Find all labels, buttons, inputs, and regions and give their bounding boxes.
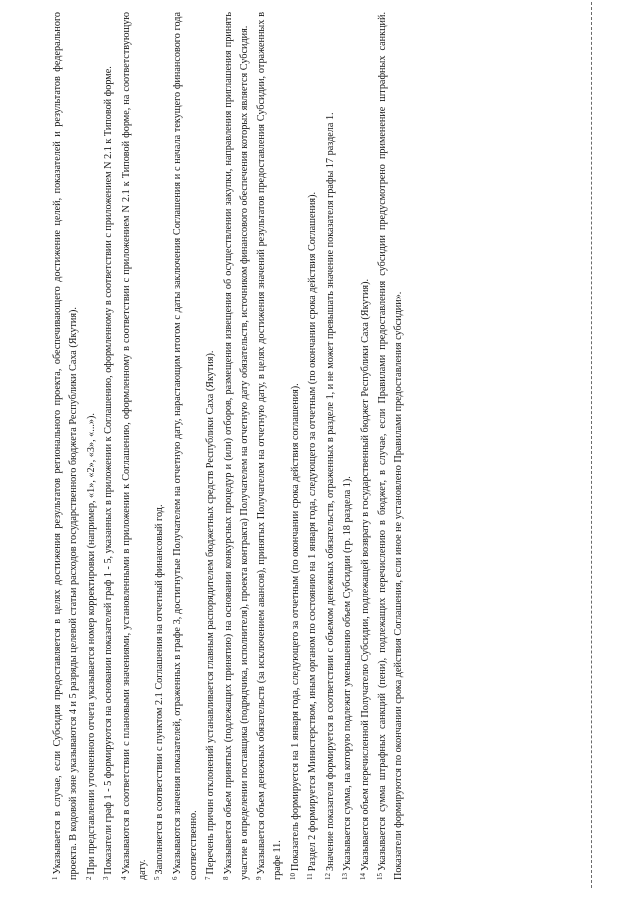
footnote-number: 13 xyxy=(341,873,349,880)
rotated-page-content xyxy=(42,0,602,890)
footnote-text: Указывается в случае, если Субсидия предоставляется в целях достижения результатов регионального проекта, обеспечивающего достижение целей, показателей и результатов федерального проекта. В кодовой зоне указываются 4 и 5 разряды целевой статьи расходов государственного бюджета Республики Саха (Якутия). xyxy=(52,12,79,880)
footnote-13 xyxy=(340,12,356,880)
footnote-5 xyxy=(152,12,168,880)
footnote-number: 5 xyxy=(153,876,161,880)
footnote-text: Раздел 2 формируется Министерством, иным органом по состоянию на 1 января года, следующего за отчетным (по окончании срока действия Соглашения). xyxy=(307,191,318,872)
footnote-2 xyxy=(84,12,100,880)
footnote-separator-line xyxy=(591,2,592,888)
footnote-4 xyxy=(119,12,151,880)
footnote-number: 6 xyxy=(170,876,179,880)
footnote-text: Указываются в соответствии с плановыми значениями, установленными в приложении к Соглашению, оформленному в соответствии с приложением N 2.1 к Типовой форме, на соответствующую дату. xyxy=(120,12,148,880)
footnotes-block xyxy=(50,12,409,880)
footnote-text: Указывается объем денежных обязательств (за исключением авансов), принятых Получателем на отчетную дату, в целях достижения значений результатов предоставления Субсидии, отраженных в графе 11. xyxy=(256,12,283,880)
footnote-10 xyxy=(288,12,304,880)
footnote-number: 2 xyxy=(84,876,93,880)
footnote-text: Указываются значения показателей, отраженных в графе 3, достигнутые Получателем на отчетную дату, нарастающим итогом с даты заключения Соглашения и с начала текущего финансового года соответственно. xyxy=(171,12,199,880)
footnote-number: 15 xyxy=(376,873,384,880)
footnote-number: 7 xyxy=(204,876,212,880)
footnote-7 xyxy=(203,12,219,880)
footnote-8 xyxy=(221,12,253,880)
footnote-number: 14 xyxy=(358,873,367,880)
footnote-9 xyxy=(254,12,286,880)
footnote-3 xyxy=(101,12,117,880)
footnote-text: Значение показателя формируется в соответствии с объемом денежных обязательств, отраженных в разделе 1, и не может превышать значение показателя графы 17 раздела 1. xyxy=(324,112,336,871)
footnote-12 xyxy=(323,12,339,880)
footnote-number: 12 xyxy=(323,873,332,880)
footnote-15 xyxy=(375,12,407,880)
footnote-11 xyxy=(305,12,321,880)
footnote-number: 10 xyxy=(288,873,297,880)
footnote-text: Указывается объем перечисленной Получателю Субсидии, подлежащей возврату в государственный бюджет Республики Саха (Якутия). xyxy=(359,278,371,871)
footnote-6 xyxy=(170,12,202,880)
footnote-text: Перечень причин отклонений устанавливается главным распорядителем бюджетных средств Республики Саха (Якутия). xyxy=(205,350,216,875)
footnote-text: Указывается сумма, на которую подлежит уменьшению объем Субсидии (гр. 18 раздела 1). xyxy=(342,476,353,871)
footnote-text: Показатели граф 1 - 5 формируются на основании показателей граф 1 - 5, указанных в приложении к Соглашению, оформленному в соответствии с приложением N 2.1 к Типовой форме. xyxy=(103,66,114,875)
footnote-number: 8 xyxy=(221,876,230,880)
footnote-number: 11 xyxy=(306,873,314,880)
footnote-number: 4 xyxy=(119,876,128,880)
footnote-text: Указывается объем принятых (подлежащих принятию) на основании конкурсных процедур и (или) отборов, размещения извещения об осуществлении закупки, направления приглашения принять участие в определении поставщика (подрядчика, исполнителя), проекта контракта) Получателем на отчетную дату обязательств, источником финансового обеспечения которых является Субсидия. xyxy=(222,12,250,880)
footnote-text: Заполняется в соответствии с пунктом 2.1 Соглашения на отчетный финансовый год. xyxy=(154,504,165,875)
footnote-14 xyxy=(358,12,374,880)
footnote-1 xyxy=(50,12,82,880)
footnote-text: При представлении уточненного отчета указывается номер корректировки (например, «1», «2», «3», «...»). xyxy=(85,413,97,875)
footnote-text: Указывается сумма штрафных санкций (пени), подлежащих перечислению в бюджет, в случае, если Правилами предоставления субсидии предусмотрено применение штрафных санкций. Показатели формируются по окончании срока действия Соглашения, если иное не установлено Правилами предоставления субсидии». xyxy=(377,12,404,880)
footnote-number: 1 xyxy=(51,876,59,880)
footnote-text: Показатель формируется на 1 января года, следующего за отчетным (по окончании срока действия соглашения). xyxy=(289,383,301,871)
footnote-number: 3 xyxy=(102,876,110,880)
footnote-number: 9 xyxy=(255,876,263,880)
